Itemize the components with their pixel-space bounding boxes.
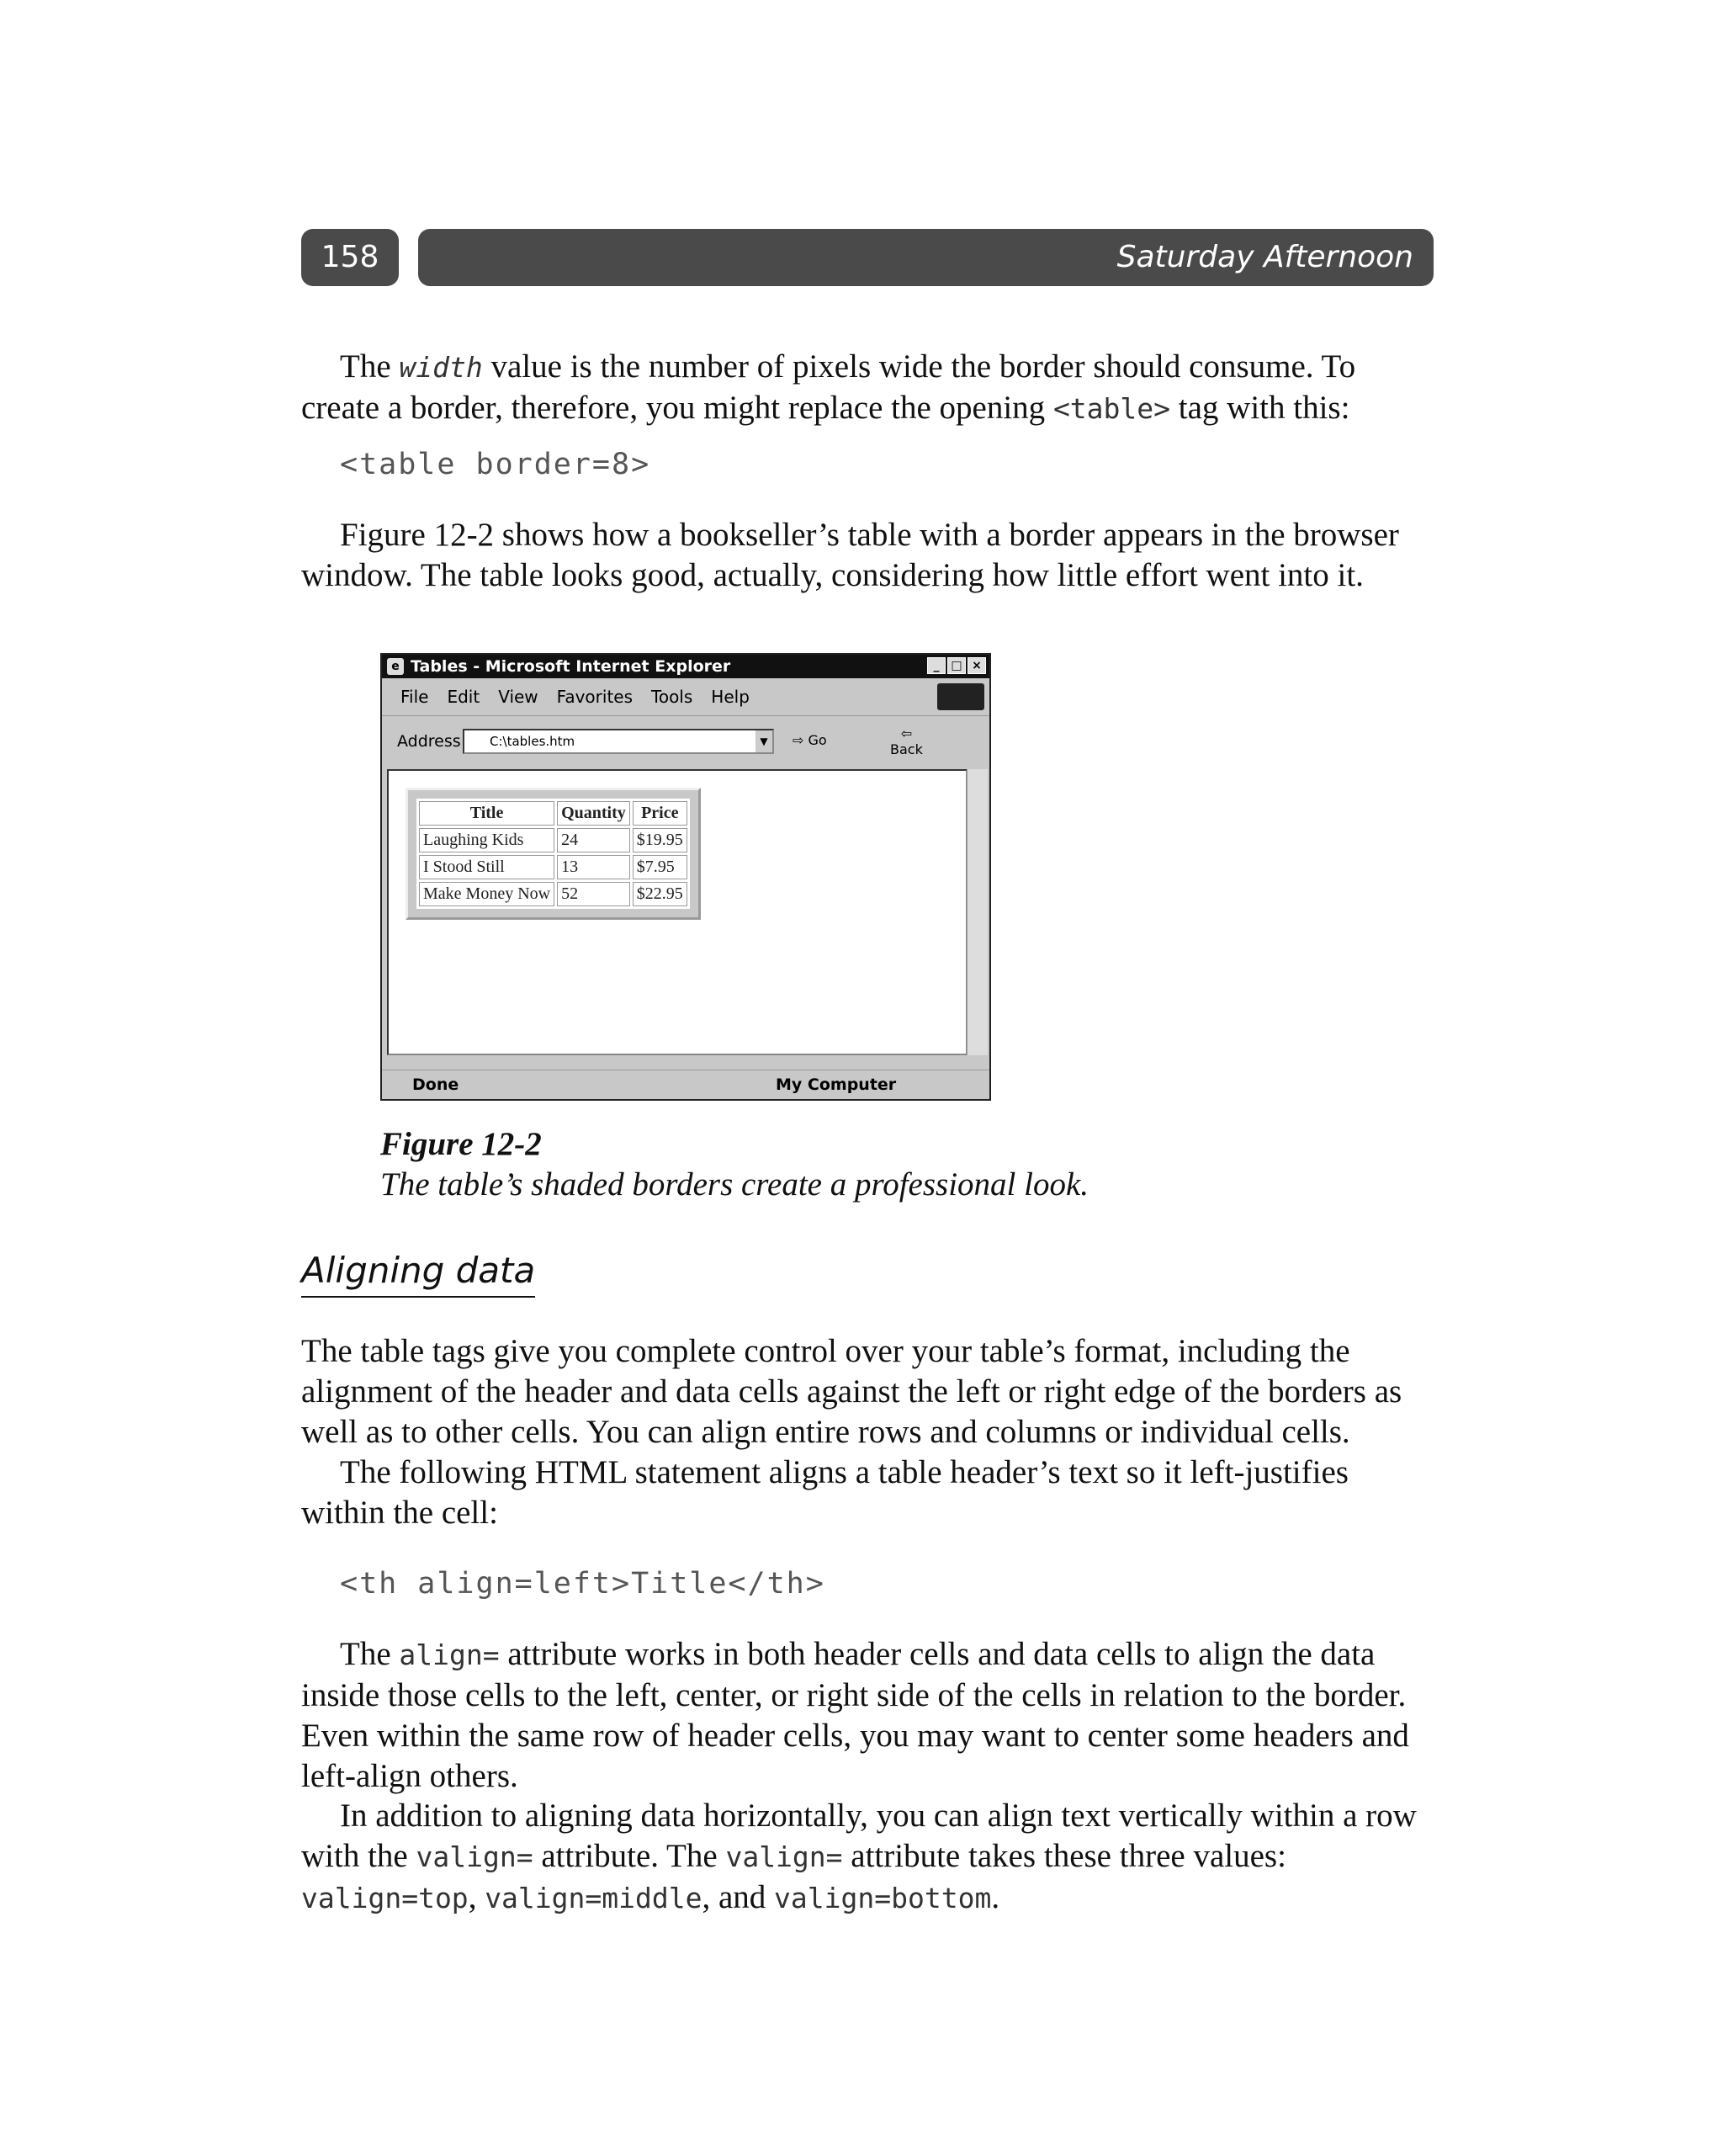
go-button[interactable]: ⇨ Go <box>793 732 827 748</box>
maximize-icon[interactable]: □ <box>947 657 966 674</box>
window-title-bar <box>382 655 989 678</box>
paragraph-2: Figure 12-2 shows how a bookseller’s table with a border appears in the browser window. The table looks good, actually, considering how little effort went into it. <box>301 517 1399 593</box>
browser-content <box>387 769 968 1055</box>
ie-icon: e <box>387 658 404 675</box>
code-block-1: <table border=8> <box>340 448 651 481</box>
table-cell: $19.95 <box>633 828 687 852</box>
table-header-row <box>419 801 687 826</box>
table-cell: 13 <box>557 855 630 879</box>
page-number: 158 <box>301 229 399 286</box>
figure-browser-screenshot <box>380 653 991 1101</box>
table-header: Title <box>419 801 554 826</box>
table-cell: $22.95 <box>633 882 687 906</box>
section-heading: Aligning data <box>301 1247 535 1298</box>
figure-label: Figure 12-2 <box>380 1126 542 1162</box>
address-dropdown-icon[interactable]: ▼ <box>755 730 772 752</box>
table-cell: 24 <box>557 828 630 852</box>
status-zone: My Computer <box>776 1075 897 1094</box>
table-header: Quantity <box>557 801 630 826</box>
status-done: Done <box>412 1075 459 1094</box>
table-row <box>419 882 687 906</box>
menu-help[interactable]: Help <box>711 687 750 707</box>
table-cell: 52 <box>557 882 630 906</box>
table-cell: $7.95 <box>633 855 687 879</box>
menu-file[interactable]: File <box>400 687 429 707</box>
running-head: Saturday Afternoon <box>418 229 1434 286</box>
menu-tools[interactable]: Tools <box>651 687 693 707</box>
menu-favorites[interactable]: Favorites <box>556 687 634 707</box>
table-row <box>419 828 687 852</box>
minimize-icon[interactable]: _ <box>927 657 946 674</box>
address-input[interactable]: C:\tables.htm <box>463 729 774 754</box>
paragraph-6: In addition to aligning data horizontally, you can align text vertically within a row with the valign= attribute. The valign= attribute takes these three values: valign=top, valign=middle, and valign=bottom. <box>301 1798 1417 1915</box>
status-bar <box>382 1070 989 1099</box>
address-bar <box>382 717 989 766</box>
menu-view[interactable]: View <box>498 687 538 707</box>
back-button[interactable]: ⇦ Back <box>890 725 923 757</box>
book-table <box>416 799 690 909</box>
windows-logo-icon <box>937 683 984 710</box>
paragraph-3: The table tags give you complete control over your table’s format, including the alignment of the header and data cells against the left or right edge of the borders as well as to other cells. You can align entire rows and columns or individual cells. <box>301 1333 1402 1450</box>
close-icon[interactable]: × <box>968 657 986 674</box>
code-block-2: <th align=left>Title</th> <box>340 1567 825 1601</box>
table-header: Price <box>633 801 687 826</box>
table-cell: I Stood Still <box>419 855 554 879</box>
address-label: Address <box>397 732 461 751</box>
vertical-scrollbar[interactable] <box>967 769 988 1055</box>
paragraph-5: The align= attribute works in both header cells and data cells to align the data inside those cells to the left, center, or right side of the cells in relation to the border. Even within the same row of header cells, you may want to center some headers and left-align others. <box>301 1636 1409 1794</box>
table-cell: Make Money Now <box>419 882 554 906</box>
paragraph-1: The width value is the number of pixels wide the border should consume. To create a border, therefore, you might replace the opening <table> tag with this: <box>301 348 1356 426</box>
figure-caption <box>380 1124 1089 1205</box>
menu-edit[interactable]: Edit <box>447 687 480 707</box>
bordered-table <box>406 788 701 920</box>
figure-caption-text: The table’s shaded borders create a professional look. <box>380 1166 1089 1203</box>
table-row <box>419 855 687 879</box>
menu-bar <box>382 678 989 716</box>
paragraph-4: The following HTML statement aligns a table header’s text so it left-justifies within the cell: <box>301 1454 1349 1531</box>
window-title: Tables - Microsoft Internet Explorer <box>411 657 731 676</box>
table-cell: Laughing Kids <box>419 828 554 852</box>
